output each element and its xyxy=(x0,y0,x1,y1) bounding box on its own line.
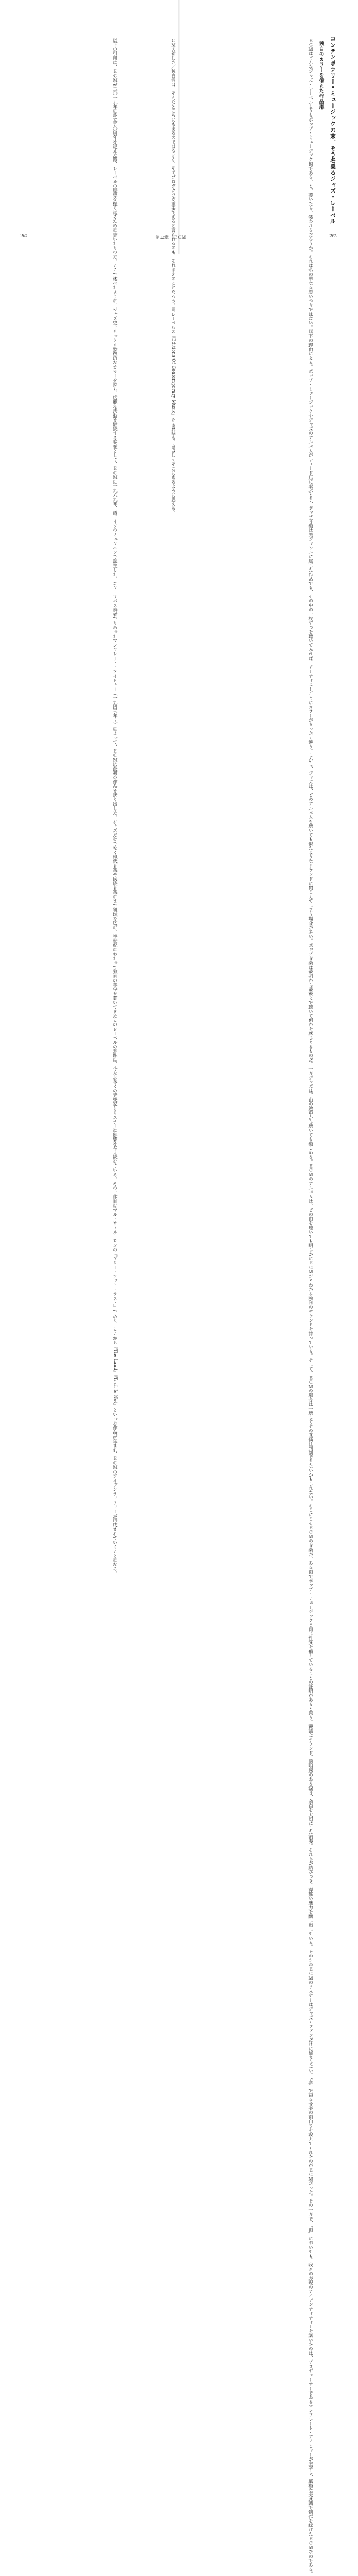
page-number-right: 260 xyxy=(329,234,338,239)
right-page-body: ＥＣＭはどんなジャズ・レーベルよりもポップ・ミュージック的である、と、書いたら、笑われるだろうか。それは私の単なる思いつきではない。以下の理由による。ポップ・ミュージックやジャズのアルバムがレコード店に並ぶとき、ポップ音楽は異ジャンルに属した作品でも、その中の一枚ずつを聴いてみれば、アーティストごとにカラーがまったく違う。しかし、ジャズは、どのアルバムを聴いても似たようなサウンドに聞こえてしまう場合が多い。ポップ音楽は最初から最後まで聴いて何かを感じとるものだ。一方ジャズは、曲の途中から聴いても楽しめる。ＥＣＭのアルバムは、どの曲を聴いても明らかにＥＣＭだとわかる独自のサウンドを持っている。そして、ＥＣＭの場合は一聴してその真価は判別できないかもしれない。そこにこそＥＣＭの音楽が、ある面でポップ・ミュージックと同じ性質を備えていることの証明があると思う。静謐なサウンド、透明感のある録音、余白を大切にした演奏。それらが結びつき、得難い魅力を醸し出している。そのためＥＣＭのリスナーはジャズ・ファンだけに留まらない。〝点〟で語る音楽の面白さを教えてくれたのがＥＣＭだった。その一方で、〝面〟においても、我々の表現のアイデンティティーを築いたのは、プロデューサーであるマンフレート・アイヒャーが主宰し、厳格な美意識で制作を続けたＥＣＭなのである。 xyxy=(308,38,314,2576)
section-heading: コンテンポラリー・ミュージックの末、そう名乗るジャズ・レーベル xyxy=(329,36,335,225)
section-subheading: 独自のカラーを備えた作品群 xyxy=(318,41,324,110)
left-page-body-upper: ＣＭの新しさ／独自性は、そんなところにもあるのではないか。そのプロダクツが重要であると言われるのも、それゆえのことだろう。同レーベルの『Editions Of Contemporary Music』たる意味も、まさしくそこにあるように思える。 xyxy=(171,38,177,515)
chapter-label: 第12章 xyxy=(155,235,169,240)
chapter-title: ＥＣＭ xyxy=(173,235,186,240)
page-number-left: 261 xyxy=(20,234,29,239)
page-gutter xyxy=(178,0,180,254)
chapter-running-footer xyxy=(156,234,191,240)
left-page-body-main: 以下の引用は、ＥＣＭが二〇一九年に設立五〇周年を迎えた際、レーベルの歴史を振り返るために書いたものだ。ここで述べたように、ジャズ史上もっとも特徴的なカラーを持ち、広範な活動を継続する存在として、ＥＣＭは一九六九年、西ドイツのミュンヘンで誕生した。コントラバス奏者でもあったマンフレート・アイヒャー（一九四三年〜）によって、ＥＣＭは最初の作品を送り出した。ジャズだけでなく現代音楽や民族音楽にまで領域を広げ、半世紀にわたって独自の美学を貫いてきたこのレーベルの足跡は、今なお多くの音楽家とリスナーに影響を与え続けている。その一作目はマル・ウォルドロンの『フリー・アット・ラスト』であり、ここから『The Land』『Trail Is Not』といった作品が生まれ、ＥＣＭのアイデンティティーが形成されていくことになる。 xyxy=(113,38,118,1576)
